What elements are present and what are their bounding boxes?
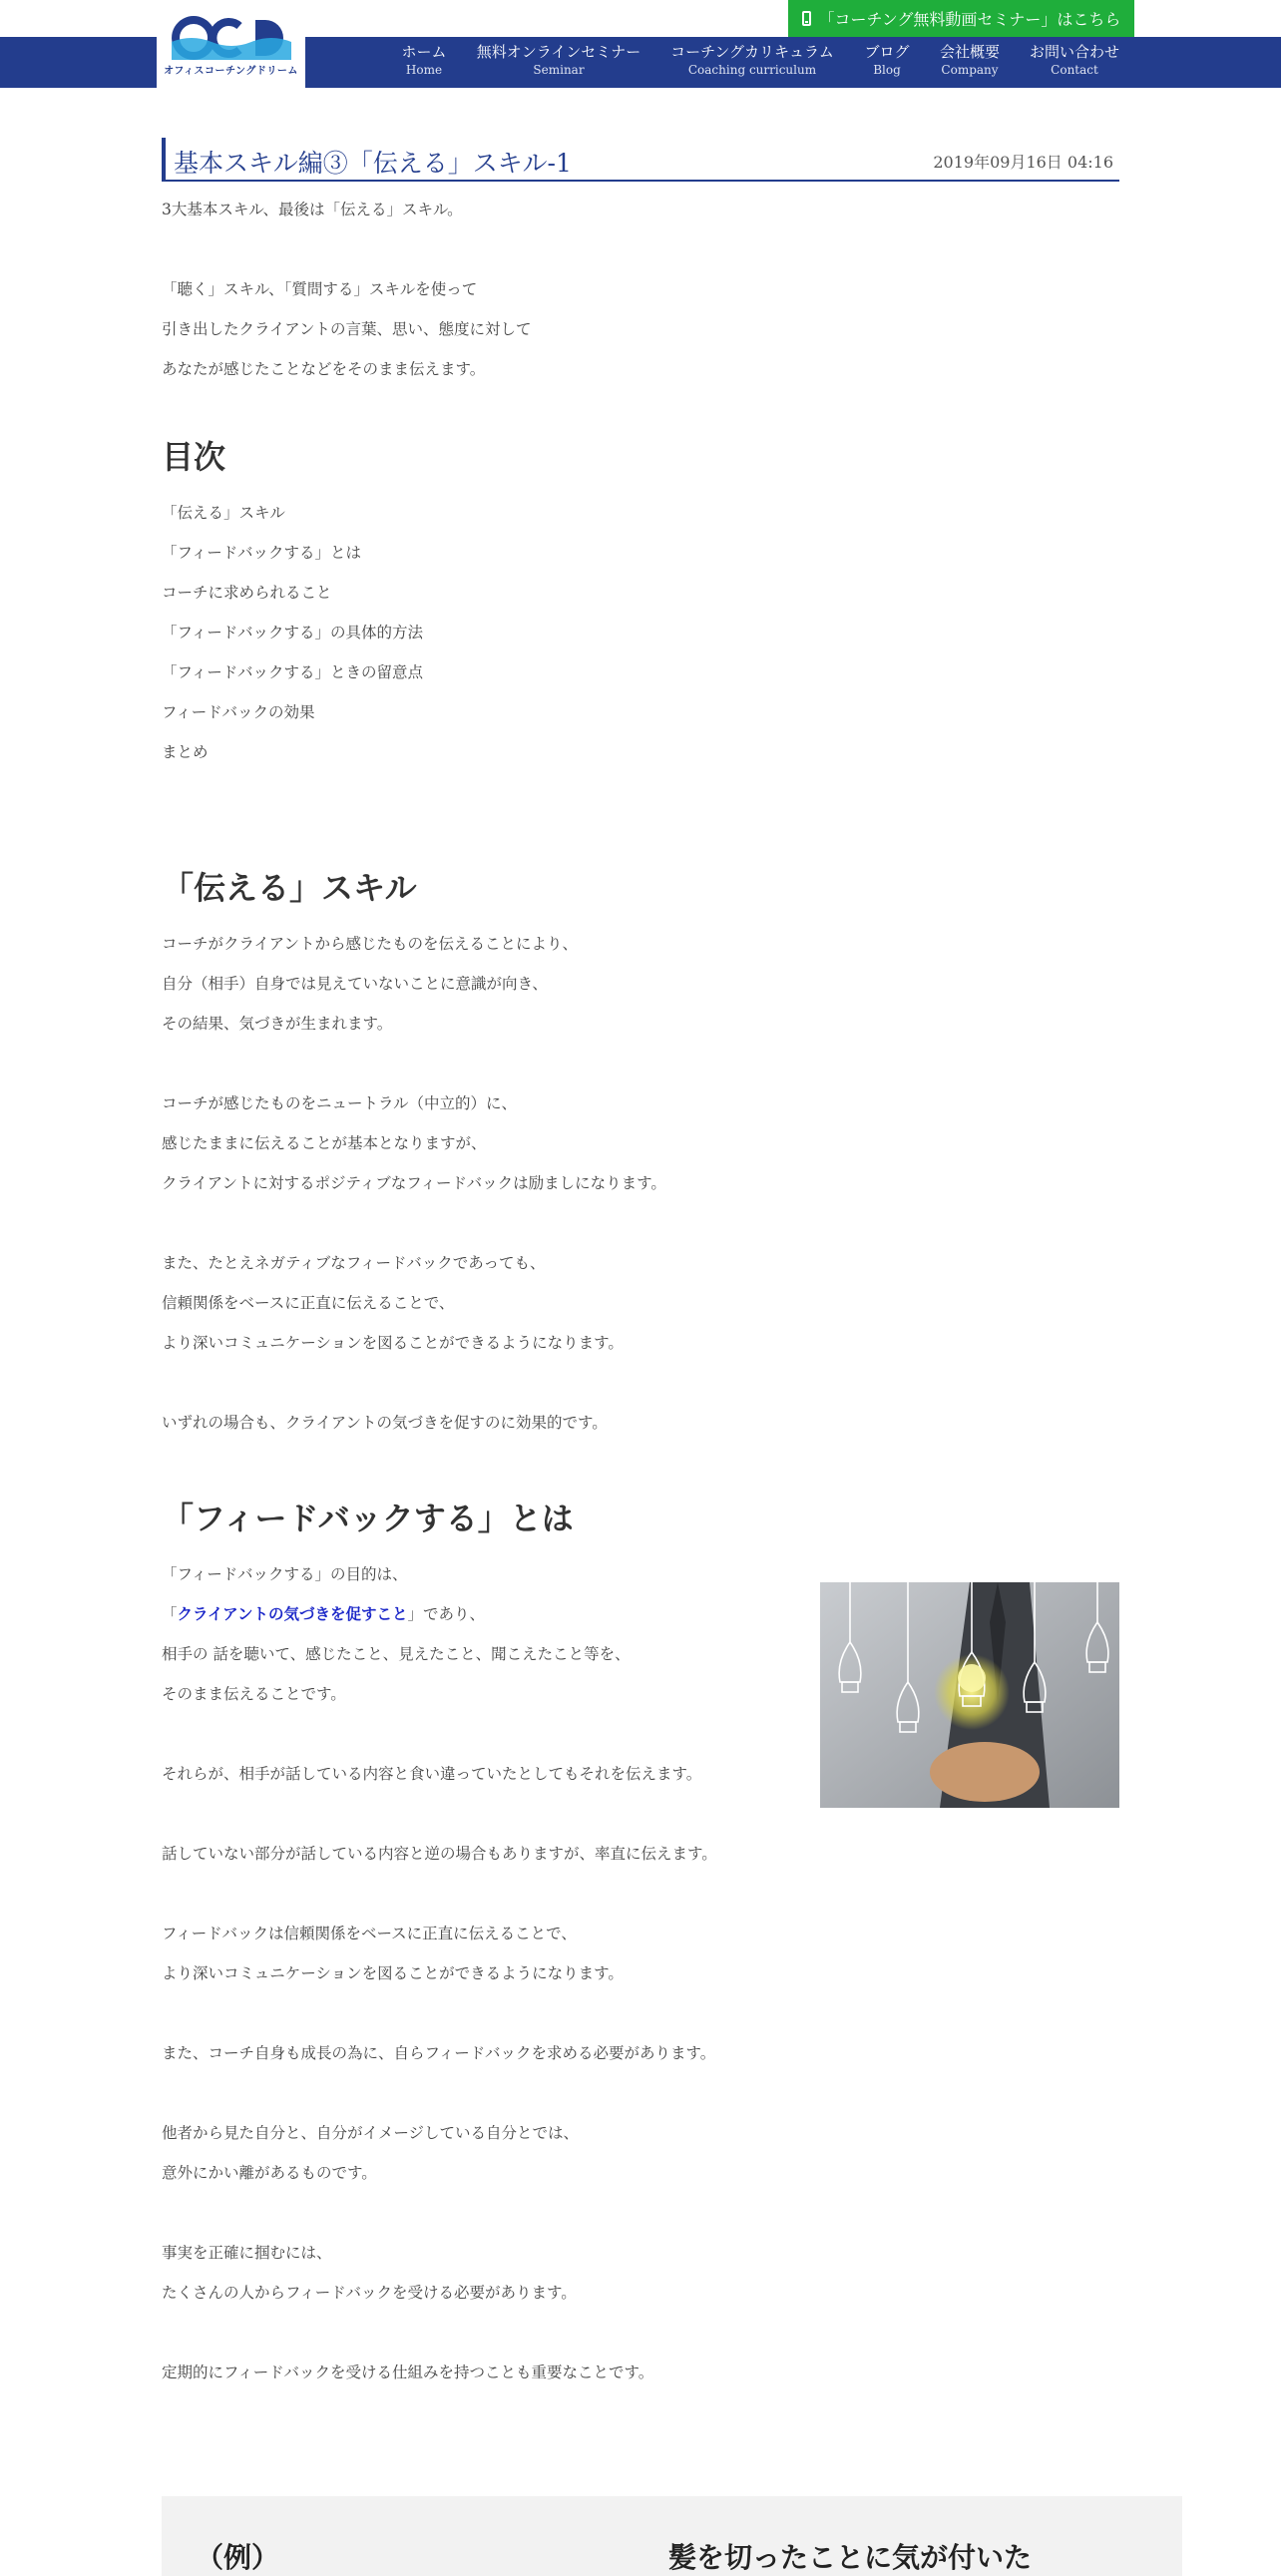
paragraph: いずれの場合も、クライアントの気づきを促すのに効果的です。 [162,1414,608,1432]
paragraph: そのまま伝えることです。 [162,1685,346,1703]
example-label: （例） [196,2541,280,2574]
paragraph: 事実を正確に掴むには、 [162,2244,332,2262]
site-logo[interactable] [157,0,305,88]
nav-item-curriculum[interactable] [670,42,834,78]
paragraph: フィードバックは信頼関係をベースに正直に伝えることで、 [162,1925,577,1942]
emphasized-text: クライアントの気づきを促すこと [177,1604,408,1623]
free-seminar-cta-button[interactable] [788,0,1134,37]
toc-item[interactable]: 「フィードバックする」の具体的方法 [162,624,423,642]
paragraph: クライアントに対するポジティブなフィードバックは励ましになります。 [162,1174,666,1192]
toc-item[interactable]: 「フィードバックする」とは [162,544,361,562]
lightbulb-photo [820,1582,1119,1808]
section-heading: 「フィードバックする」とは [162,1500,574,1537]
smartphone-icon [802,11,811,26]
nav-label: ブログ [864,43,910,61]
paragraph: 感じたままに伝えることが基本となりますが、 [162,1134,487,1152]
paragraph: より深いコミュニケーションを図ることができるようになります。 [162,1964,624,1982]
nav-label: お問い合わせ [1029,43,1120,61]
paragraph: 話していない部分が話している内容と逆の場合もありますが、率直に伝えます。 [162,1845,717,1863]
nav-label: 無料オンラインセミナー [476,43,641,61]
paragraph: より深いコミュニケーションを図ることができるようになります。 [162,1334,624,1352]
nav-sublabel: Contact [1051,63,1098,77]
nav-item-contact[interactable] [1030,42,1119,78]
toc-item[interactable]: 「フィードバックする」ときの留意点 [162,663,423,681]
paragraph: 意外にかい離があるものです。 [162,2164,377,2182]
nav-sublabel: Coaching curriculum [687,63,817,77]
paragraph: たくさんの人からフィードバックを受ける必要があります。 [162,2284,577,2302]
post-title-bar [162,138,1119,182]
post-title: 基本スキル編③「伝える」スキル-1 [174,149,572,178]
paragraph: 自分（相手）自身では見えていないことに意識が向き、 [162,975,548,993]
paragraph: コーチがクライアントから感じたものを伝えることにより、 [162,935,578,953]
paragraph: 信頼関係をベースに正直に伝えることで、 [162,1294,455,1312]
text: 」であり、 [407,1605,485,1623]
paragraph: コーチが感じたものをニュートラル（中立的）に、 [162,1094,518,1112]
nav-label: コーチングカリキュラム [670,43,834,61]
paragraph: また、コーチ自身も成長の為に、自らフィードバックを求める必要があります。 [162,2044,716,2062]
paragraph: その結果、気づきが生まれます。 [162,1015,393,1033]
site-header [0,0,1281,90]
nav-item-home[interactable] [401,42,446,78]
paragraph: 3大基本スキル、最後は「伝える」スキル。 [162,201,463,218]
cta-label: 「コーチング無料動画セミナー」はこちら [818,10,1121,29]
toc-item[interactable]: コーチに求められること [162,584,332,602]
blog-article [162,138,1119,2392]
nav-item-seminar[interactable] [477,42,641,78]
example-box [162,2496,1182,2576]
paragraph: あなたが感じたことなどをそのまま伝えます。 [162,360,486,378]
toc-item[interactable]: フィードバックの効果 [162,703,315,721]
example-title: 髪を切ったことに気が付いた [668,2541,1033,2574]
nav-sublabel: Blog [873,63,901,77]
paragraph: 「聴く」スキル、「質問する」スキルを使って [162,280,478,298]
nav-sublabel: Seminar [533,63,585,77]
paragraph: 他者から見た自分と、自分がイメージしている自分とでは、 [162,2124,580,2142]
paragraph: また、たとえネガティブなフィードバックであっても、 [162,1254,546,1272]
logo-mark-icon [172,16,291,60]
paragraph: それらが、相手が話している内容と食い違っていたとしてもそれを伝えます。 [162,1765,702,1783]
nav-label: ホーム [401,43,447,61]
paragraph: 引き出したクライアントの言葉、思い、態度に対して [162,320,532,338]
post-date: 2019年09月16日 04:16 [933,153,1113,172]
text: 「 [162,1605,178,1623]
nav-label: 会社概要 [939,43,1001,61]
nav-sublabel: Company [941,63,999,77]
nav-sublabel: Home [405,63,443,77]
toc-heading: 目次 [162,438,226,476]
nav-item-company[interactable] [940,42,1000,78]
section-heading: 「伝える」スキル [162,869,417,907]
toc-item[interactable]: まとめ [162,743,209,761]
paragraph: 定期的にフィードバックを受ける仕組みを持つことも重要なことです。 [162,2363,654,2381]
paragraph: 「フィードバックする」の目的は、 [162,1565,408,1583]
nav-item-blog[interactable] [864,42,909,78]
logo-text: オフィスコーチングドリーム [164,66,298,77]
paragraph: 相手の 話を聴いて、感じたこと、見えたこと、聞こえたこと等を、 [162,1645,631,1663]
toc-item[interactable]: 「伝える」スキル [162,504,285,522]
